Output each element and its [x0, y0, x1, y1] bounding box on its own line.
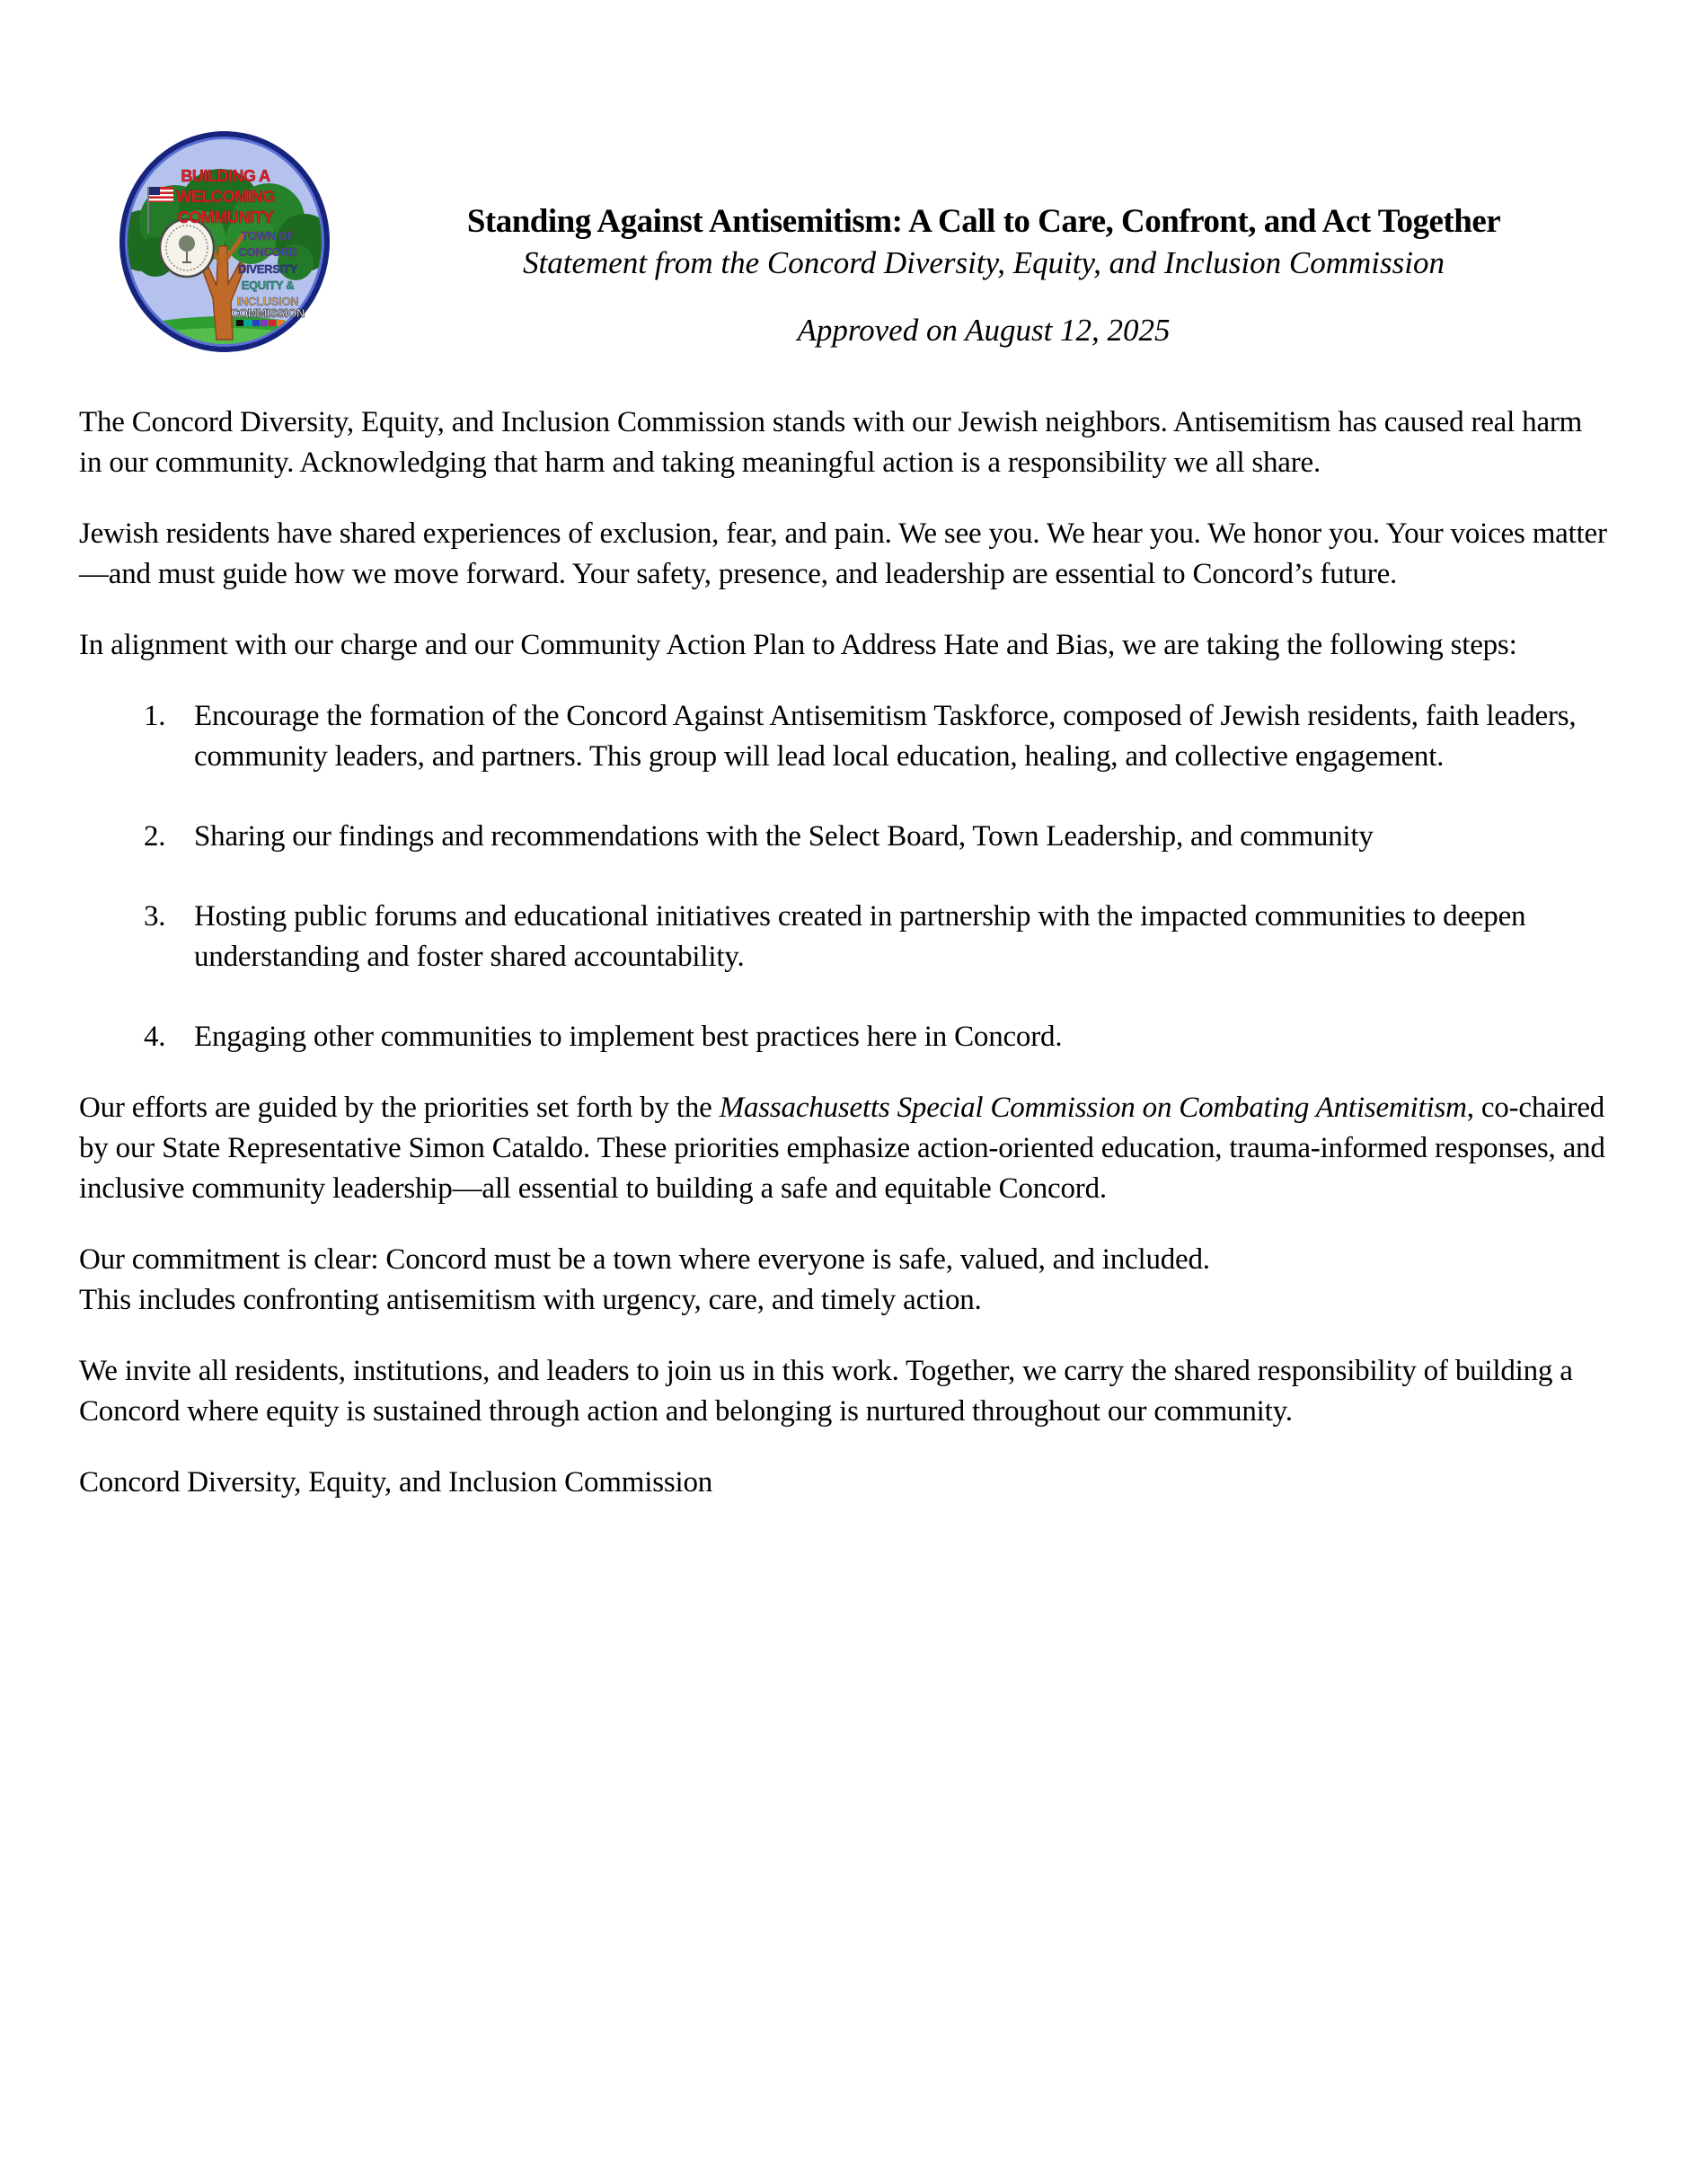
logo-banner-text [176, 167, 275, 226]
efforts-commission-name-italic: Massachusetts Special Commission on Combating Antisemitism [719, 1092, 1467, 1124]
list-number: 2. [144, 820, 166, 853]
steps-list [79, 696, 1612, 1057]
list-item-step-1 [79, 696, 1612, 777]
document-subtitle: Statement from the Concord Diversity, Equity, and Inclusion Commission [523, 245, 1445, 280]
town-seal-icon [160, 219, 214, 277]
logo-org-line: EQUITY & [241, 279, 295, 292]
document-header [323, 201, 1644, 350]
paragraph-commission-stands: The Concord Diversity, Equity, and Inclusion Commission stands with our Jewish neighbors. Antisemitism has caused real harm in our community. Acknowledging that harm and taking meaningful action is a responsibility we all share. [79, 406, 1583, 479]
logo-banner-line: COMMUNITY [177, 208, 274, 226]
list-item-step-2 [79, 817, 1612, 857]
logo-banner-line: BUILDING A [181, 167, 270, 185]
list-item-step-3 [79, 897, 1612, 977]
list-item-step-4 [79, 1017, 1612, 1057]
logo-org-line: TOWN OF [241, 229, 295, 243]
list-number: 1. [144, 700, 166, 732]
commission-logo-badge-icon [119, 131, 330, 352]
logo-banner-line: WELCOMING [176, 188, 275, 206]
commission-logo [119, 131, 330, 352]
commitment-line-1: Our commitment is clear: Concord must be a town where everyone is safe, valued, and included. [79, 1243, 1210, 1276]
paragraph-invitation: We invite all residents, institutions, and leaders to join us in this work. Together, we carry the shared responsibility of building a Concord where equity is sustained through action and belonging is nurtured throughout our community. [79, 1355, 1573, 1428]
list-item-text: Hosting public forums and educational initiatives created in partnership with the impacted communities to deepen understanding and foster shared accountability. [194, 900, 1526, 973]
list-item-text: Sharing our findings and recommendations with the Select Board, Town Leadership, and community [194, 820, 1374, 853]
logo-org-line: COMMISSION [230, 306, 305, 320]
list-item-text: Encourage the formation of the Concord Against Antisemitism Taskforce, composed of Jewish residents, faith leaders, community leaders, and partners. This group will lead local education, healing, and collective engagement. [194, 700, 1577, 773]
approval-date: Approved on August 12, 2025 [797, 313, 1171, 348]
logo-org-line: INCLUSION [236, 295, 299, 308]
paragraph-jewish-residents: Jewish residents have shared experiences of exclusion, fear, and pain. We see you. We hear you. We honor you. Your voices matter—and must guide how we move forward. Your safety, presence, and leadership are essential to Concord’s future. [79, 517, 1607, 590]
list-item-text: Engaging other communities to implement best practices here in Concord. [194, 1021, 1063, 1053]
paragraph-alignment: In alignment with our charge and our Community Action Plan to Address Hate and Bias, we are taking the following steps: [79, 629, 1517, 661]
logo-org-line: CONCORD [238, 245, 297, 259]
paragraph-efforts [79, 1088, 1612, 1209]
commitment-line-2: This includes confronting antisemitism with urgency, care, and timely action. [79, 1284, 982, 1316]
efforts-text-after: , co-chaired by our State Representative Simon Cataldo. These priorities emphasize action-oriented education, trauma-informed responses, and inclusive community leadership—all essential to building a safe and equitable Concord. [79, 1092, 1605, 1205]
efforts-text-before: Our efforts are guided by the priorities set forth by the [79, 1092, 720, 1124]
page-title: Standing Against Antisemitism: A Call to Care, Confront, and Act Together [466, 203, 1501, 240]
paragraph-commitment [79, 1240, 1612, 1321]
logo-org-line: DIVERSITY [238, 262, 297, 276]
list-number: 3. [144, 900, 166, 933]
document-body [79, 402, 1612, 1534]
list-number: 4. [144, 1021, 166, 1053]
signature: Concord Diversity, Equity, and Inclusion Commission [79, 1466, 713, 1499]
